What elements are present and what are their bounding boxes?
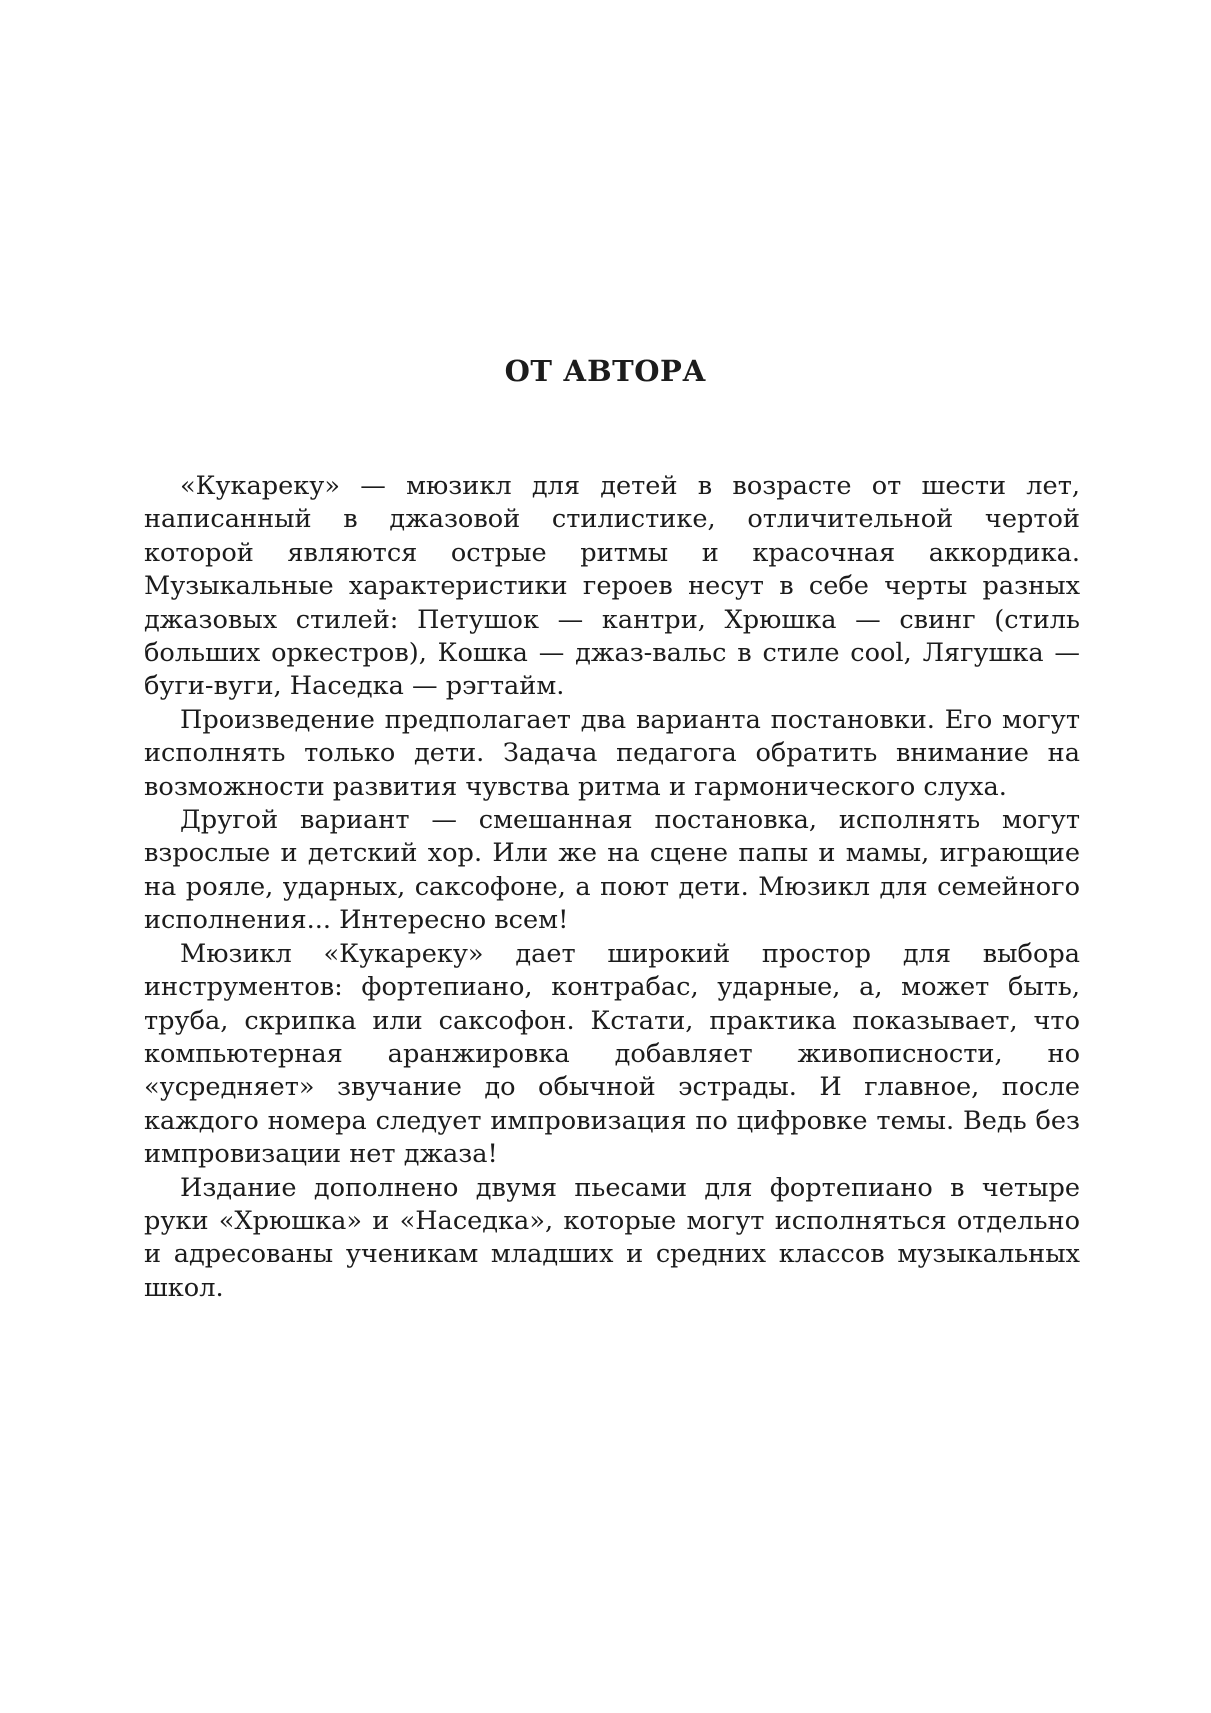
paragraph-staging-variant-1: Произведение предполагает два варианта постановки. Его могут исполнять только дети. Задача педагога обратить внимание на возможности развития чувства ритма и гармонического слуха. (144, 704, 1080, 802)
paragraph-edition-supplement: Издание дополнено двумя пьесами для фортепиано в четыре руки «Хрюшка» и «Наседка», которые могут исполняться отдельно и адресованы ученикам младших и средних классов музыкальных школ. (144, 1172, 1080, 1303)
page-title: ОТ АВТОРА (504, 354, 707, 388)
paragraph-instruments: Мюзикл «Кукареку» дает широкий простор для выбора инструментов: фортепиано, контрабас, ударные, а, может быть, труба, скрипка или саксофон. Кстати, практика показывает, что компьютерная аранжировка добавляет живописности, но «усредняет» звучание до обычной эстрады. И главное, после каждого номера следует импровизация по цифровке темы. Ведь без импровизации нет джаза! (144, 938, 1080, 1170)
preface-text (144, 470, 1080, 1305)
paragraph-staging-variant-2: Другой вариант — смешанная постановка, исполнять могут взрослые и детский хор. Или же на сцене папы и мамы, играющие на рояле, ударных, саксофоне, а поют дети. Мюзикл для семейного исполнения... Интересно всем! (144, 805, 1080, 936)
paragraph-intro: «Кукареку» — мюзикл для детей в возрасте от шести лет, написанный в джазовой стилистике, отличительной чертой которой являются острые ритмы и красочная аккордика. Музыкальные характеристики героев несут в себе черты разных джазовых стилей: Петушок — кантри, Хрюшка — свинг (стиль больших оркестров), Кошка — джаз-вальс в стиле cool, Лягушка — буги-вуги, Наседка — рэгтайм. (144, 471, 1080, 702)
